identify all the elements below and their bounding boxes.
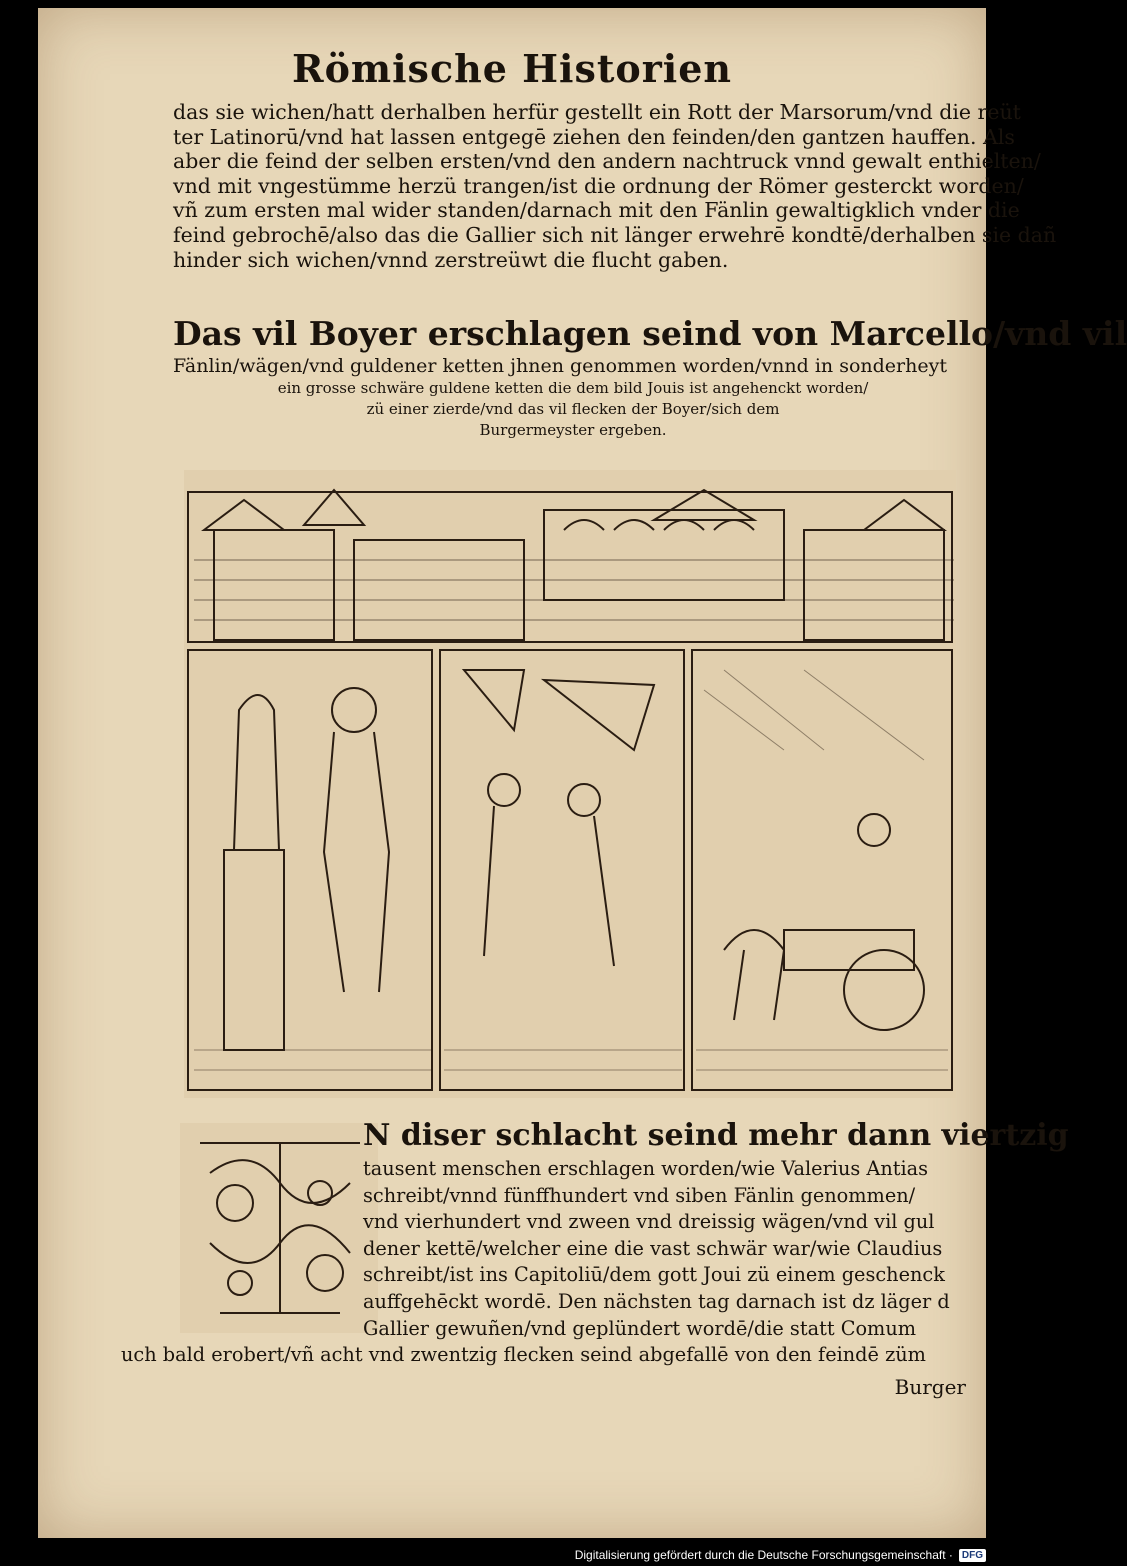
text-line: uch bald erobert/vñ acht vnd zwentzig flecken seind abgefallē von den feindē züm (121, 1343, 926, 1367)
dfg-logo: DFG (959, 1549, 986, 1562)
text-line: schreibt/ist ins Capitoliū/dem gott Joui zü einem geschenck (363, 1263, 945, 1287)
book-page (38, 8, 1127, 1538)
text-line: vñ zum ersten mal wider standen/darnach mit den Fänlin gewaltigklich vnder die (173, 198, 1020, 223)
heading-line-1: Das vil Boyer erschlagen seind von Marcello/vnd vil (173, 314, 1127, 353)
text-line: vnd mit vngestümme herzü trangen/ist die ordnung der Römer gesterckt worden/ (173, 173, 1024, 198)
heading-sub-line: zü einer zierde/vnd das vil flecken der Boyer/sich dem (366, 400, 780, 418)
text-line: aber die feind der selben ersten/vnd den andern nachtruck vnnd gewalt enthielten/ (173, 149, 1041, 174)
text-line: auffgehēckt wordē. Den nächsten tag darnach ist dz läger d (363, 1289, 950, 1313)
text-line: tausent menschen erschlagen worden/wie Valerius Antias (363, 1157, 929, 1180)
catchword: Burger (894, 1375, 966, 1399)
paragraph-2 (121, 1116, 1069, 1369)
woodcut-illustration (184, 470, 956, 1098)
text-line: hinder sich wichen/vnnd zerstreüwt die flucht gaben. (173, 247, 729, 272)
digitization-footer (575, 1548, 986, 1562)
decorated-initial-I (180, 1123, 378, 1333)
heading-line-2: Fänlin/wägen/vnd guldener ketten jhnen genommen worden/vnnd in sonderheyt (173, 355, 947, 377)
text-line: das sie wichen/hatt derhalben herfür gestellt ein Rott der Marsorum/vnd die reüt (173, 100, 1021, 124)
page-header-title: Römische Historien (291, 46, 733, 91)
footer-text: Digitalisierung gefördert durch die Deutsche Forschungsgemeinschaft · (574, 1548, 953, 1562)
paragraph-2-first-line: N diser schlacht seind mehr dann viertzig (363, 1118, 1069, 1153)
text-line: feind gebrochē/also das die Gallier sich nit länger erwehrē kondtē/derhalben sie dañ (173, 222, 1057, 247)
text-line: dener kettē/welcher eine die vast schwär war/wie Claudius (363, 1236, 943, 1260)
text-line: ter Latinorū/vnd hat lassen entgegē ziehen den feinden/den gantzen hauffen. Als (173, 124, 1015, 149)
heading-sub-line: ein grosse schwäre guldene ketten die dem bild Jouis ist angehenckt worden/ (277, 379, 869, 397)
chapter-heading (173, 314, 1127, 441)
text-line: schreibt/vnnd fünffhundert vnd siben Fänlin genommen/ (363, 1183, 916, 1207)
text-line: vnd vierhundert vnd zween vnd dreissig wägen/vnd vil gul (363, 1210, 935, 1234)
text-line: Gallier gewuñen/vnd geplündert wordē/die statt Comum (363, 1316, 917, 1340)
heading-sub-line: Burgermeyster ergeben. (479, 421, 667, 439)
paragraph-1 (173, 100, 1057, 272)
